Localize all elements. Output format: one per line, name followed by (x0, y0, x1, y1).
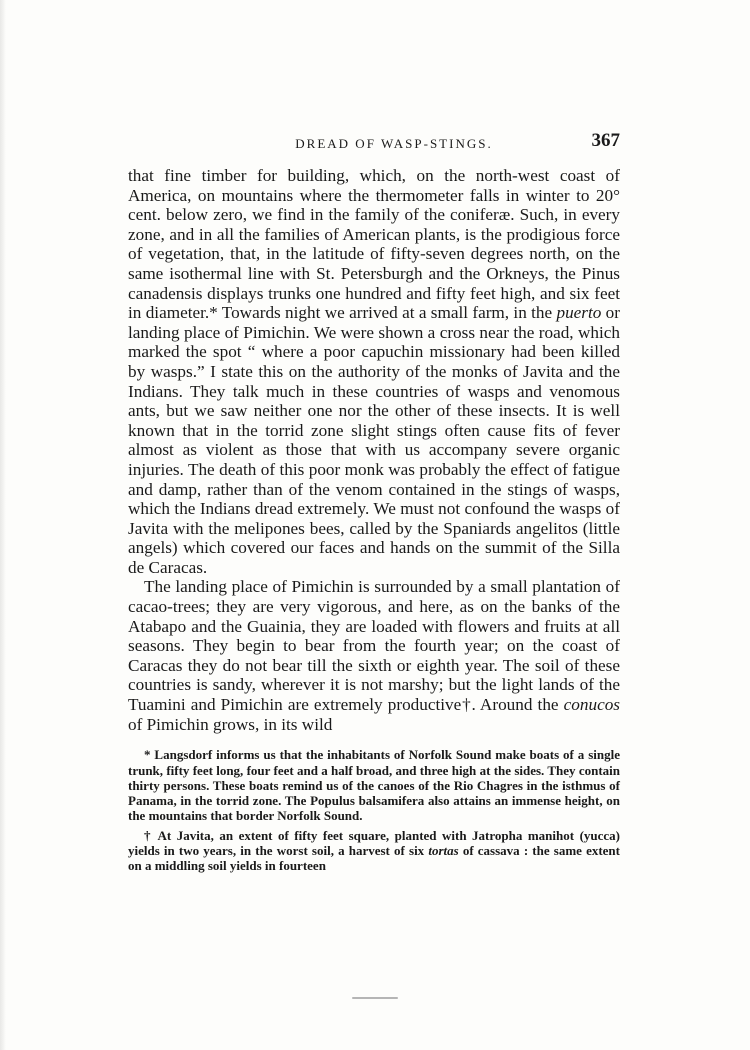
bottom-scan-mark (352, 997, 398, 999)
paragraph-2-text-b: of Pimichin grows, in its wild (128, 714, 333, 734)
italic-word-conucos: conucos (563, 695, 620, 715)
paragraph-2-text-a: The landing place of Pimichin is surrounded by a small plantation of cacao-trees; they are very vigorous, and here, as on the banks of the Atabapo and the Guainia, they are loaded with flowers and fruits at all seasons. They begin to bear from the fourth year; on the coast of Caracas they do not bear till the sixth or eighth year. The soil of these countries is sandy, wherever it is not marshy; but the light lands of the Tuamini and Pimichin are extremely productive†. Around the (128, 577, 620, 715)
paragraph-1-text-a: that fine timber for building, which, on the north-west coast of America, on mountains where the thermometer falls in winter to 20° cent. below zero, we find in the family of the coniferæ. Such, in every zone, and in all the families of American plants, is the prodigious force of vegetation, that, in the latitude of fifty-seven degrees north, on the same isothermal line with St. Petersburgh and the Orkneys, the Pinus canadensis displays trunks one hundred and fifty feet high, and six feet in diameter.* Towards night we arrived at a small farm, in the (128, 166, 620, 323)
page-header (128, 128, 620, 158)
footnote-1: * Langsdorf informs us that the inhabitants of Norfolk Sound make boats of a single trunk, fifty feet long, four feet and a half broad, and three high at the sides. They contain thirty persons. These boats remind us of the canoes of the Rio Chagres in the isthmus of Panama, in the torrid zone. The Populus balsamifera also attains an immense height, on the mountains that border Norfolk Sound. (128, 747, 620, 824)
footnote-2-text-b: of cassava : the same extent on a middling soil yields in fourteen (128, 843, 620, 874)
italic-word-puerto: puerto (556, 303, 602, 323)
body-text (128, 166, 620, 734)
book-page (128, 128, 620, 878)
footnote-2 (128, 828, 620, 874)
paragraph-1-text-b: or landing place of Pimichin. We were shown a cross near the road, which marked the spot “ where a poor capuchin missionary had been killed by wasps.” I state this on the authority of the monks of Javita and the Indians. They talk much in these countries of wasps and venomous ants, but we saw neither one nor the other of these insects. It is well known that in the torrid zone slight stings often cause fits of fever almost as violent as those that with us accompany severe organic injuries. The death of this poor monk was probably the effect of fatigue and damp, rather than of the venom contained in the stings of wasps, which the Indians dread extremely. We must not confound the wasps of Javita with the melipones bees, called by the Spaniards angelitos (little angels) which covered our faces and hands on the summit of the Silla de Caracas. (128, 303, 620, 577)
paragraph-1 (128, 166, 620, 577)
page-edge-shadow (0, 0, 6, 1050)
footnotes (128, 747, 620, 873)
footnote-2-text-a: † At Javita, an extent of fifty feet square, planted with Jatropha manihot (yucca) yields in two years, in the worst soil, a harvest of six (128, 827, 620, 858)
paragraph-2 (128, 577, 620, 734)
page-number: 367 (591, 130, 620, 151)
running-head: DREAD OF WASP-STINGS. (295, 136, 493, 151)
italic-word-tortas: tortas (428, 843, 459, 858)
